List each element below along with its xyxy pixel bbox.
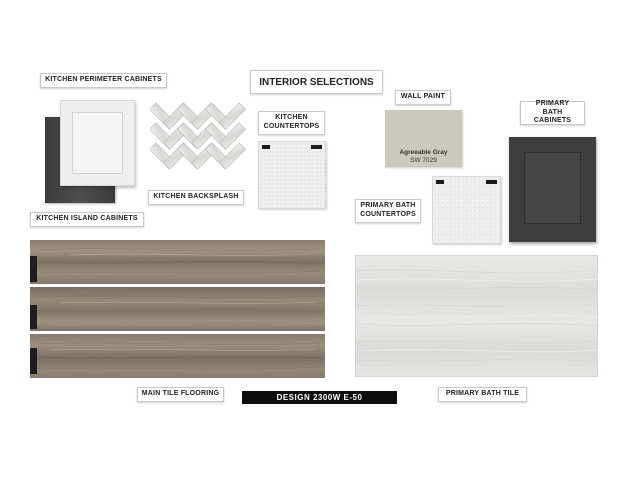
label-primary-bath-countertops: PRIMARY BATH COUNTERTOPS: [355, 199, 421, 223]
label-primary-bath-tile: PRIMARY BATH TILE: [438, 387, 527, 402]
label-wall-paint: WALL PAINT: [395, 90, 451, 105]
paint-code: SW 7029: [410, 157, 437, 164]
flooring-plank-sample: [30, 240, 325, 378]
backsplash-herringbone-sample: [150, 96, 246, 188]
label-kitchen-perimeter-cabinets: KITCHEN PERIMETER CABINETS: [40, 73, 167, 88]
label-main-tile-flooring: MAIN TILE FLOORING: [137, 387, 224, 402]
bath-tile-sample: [355, 255, 598, 377]
bath-cabinet-door-sample: [509, 137, 596, 242]
bath-countertop-sample: [432, 176, 501, 244]
label-kitchen-island-cabinets: KITCHEN ISLAND CABINETS: [30, 212, 144, 227]
board-title: INTERIOR SELECTIONS: [250, 70, 383, 94]
flooring-grain: [30, 240, 325, 378]
paint-swatch: [385, 110, 462, 167]
kitchen-countertop-sample: [258, 141, 326, 209]
bath-tile-veining: [356, 256, 599, 378]
label-kitchen-backsplash: KITCHEN BACKSPLASH: [148, 190, 244, 205]
design-code: DESIGN 2300W E-50: [242, 391, 397, 404]
label-primary-bath-cabinets: PRIMARY BATH CABINETS: [520, 101, 585, 125]
paint-name: Agreeable Gray: [399, 149, 448, 156]
perimeter-cabinet-door-sample: [60, 100, 135, 186]
label-kitchen-countertops: KITCHEN COUNTERTOPS: [258, 111, 325, 135]
